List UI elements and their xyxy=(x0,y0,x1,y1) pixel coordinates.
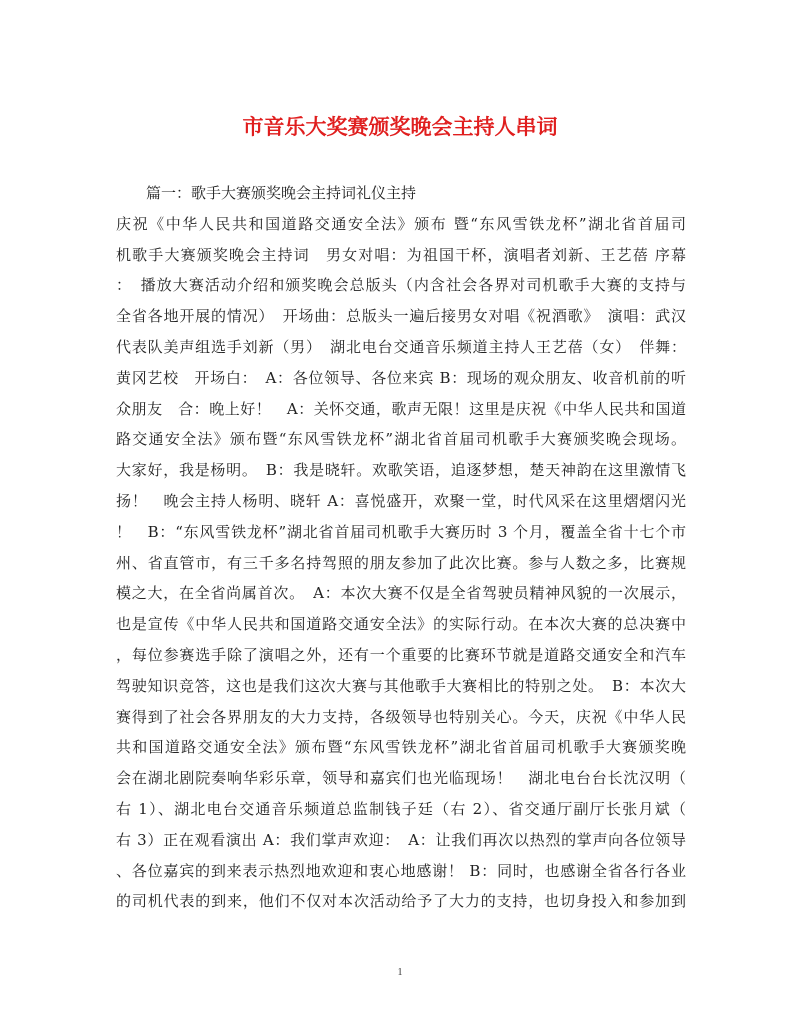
body-line: 模之大，在全省尚属首次。 A：本次大赛不仅是全省驾驶员精神风貌的一次展示， xyxy=(116,584,686,603)
body-line: 州、省直管市，有三千多名持驾照的朋友参加了此次比赛。参与人数之多，比赛规 xyxy=(116,553,686,572)
body-line: ，每位参赛选手除了演唱之外，还有一个重要的比赛环节就是道路交通安全和汽车 xyxy=(116,645,686,664)
body-line: 扬！ 晚会主持人杨明、晓轩 A：喜悦盛开，欢聚一堂，时代风采在这里熠熠闪光 xyxy=(116,491,686,510)
body-line: 、各位嘉宾的到来表示热烈地欢迎和衷心地感谢！ B：同时，也感谢全省各行各业 xyxy=(116,861,686,880)
body-line: ！ B：“东风雪铁龙杯”湖北省首届司机歌手大赛历时 3 个月，覆盖全省十七个市 xyxy=(116,522,686,541)
body-line: 的司机代表的到来，他们不仅对本次活动给予了大力的支持，也切身投入和参加到 xyxy=(116,892,686,911)
section-heading: 篇一：歌手大赛颁奖晚会主持词礼仪主持 xyxy=(146,184,417,202)
body-line: 右 1）、湖北电台交通音乐频道总监制钱子廷（右 2）、省交通厅副厅长张月斌（ xyxy=(116,799,686,818)
body-line: 大家好，我是杨明。 B：我是晓轩。欢歌笑语，追逐梦想，楚天神韵在这里激情飞 xyxy=(116,461,686,480)
body-line: 黄冈艺校 开场白： A：各位领导、各位来宾 B：现场的观众朋友、收音机前的听 xyxy=(116,368,686,387)
body-line: ： 播放大赛活动介绍和颁奖晚会总版头（内含社会各界对司机歌手大赛的支持与 xyxy=(116,276,686,295)
body-line: 共和国道路交通安全法》颁布暨“东风雪铁龙杯”湖北省首届司机歌手大赛颁奖晚 xyxy=(116,738,686,757)
body-line: 赛得到了社会各界朋友的大力支持，各级领导也特别关心。今天，庆祝《中华人民 xyxy=(116,707,686,726)
body-line: 右 3）正在观看演出 A：我们掌声欢迎： A：让我们再次以热烈的掌声向各位领导 xyxy=(116,830,686,849)
body-line: 全省各地开展的情况） 开场曲：总版头一遍后接男女对唱《祝酒歌》 演唱：武汉 xyxy=(116,307,686,326)
body-line: 众朋友 合：晚上好！ A：关怀交通，歌声无限！这里是庆祝《中华人民共和国道 xyxy=(116,399,686,418)
document-title: 市音乐大奖赛颁奖晚会主持人串词 xyxy=(242,114,558,139)
page-number: 1 xyxy=(397,967,403,978)
body-line: 庆祝《中华人民共和国道路交通安全法》颁布 暨“东风雪铁龙杯”湖北省首届司 xyxy=(116,214,686,233)
body-line: 会在湖北剧院奏响华彩乐章，领导和嘉宾们也光临现场！ 湖北电台台长沈汉明（ xyxy=(116,769,686,788)
body-line: 机歌手大赛颁奖晚会主持词 男女对唱：为祖国干杯，演唱者刘新、王艺蓓 序幕 xyxy=(116,245,686,264)
document-body xyxy=(116,178,686,917)
body-line: 路交通安全法》颁布暨“东风雪铁龙杯”湖北省首届司机歌手大赛颁奖晚会现场。 xyxy=(116,430,686,449)
body-line: 代表队美声组选手刘新（男） 湖北电台交通音乐频道主持人王艺蓓（女） 伴舞： xyxy=(116,337,686,356)
body-line: 也是宣传《中华人民共和国道路交通安全法》的实际行动。在本次大赛的总决赛中 xyxy=(116,615,686,634)
body-line: 驾驶知识竞答，这也是我们这次大赛与其他歌手大赛相比的特别之处。 B：本次大 xyxy=(116,676,686,695)
